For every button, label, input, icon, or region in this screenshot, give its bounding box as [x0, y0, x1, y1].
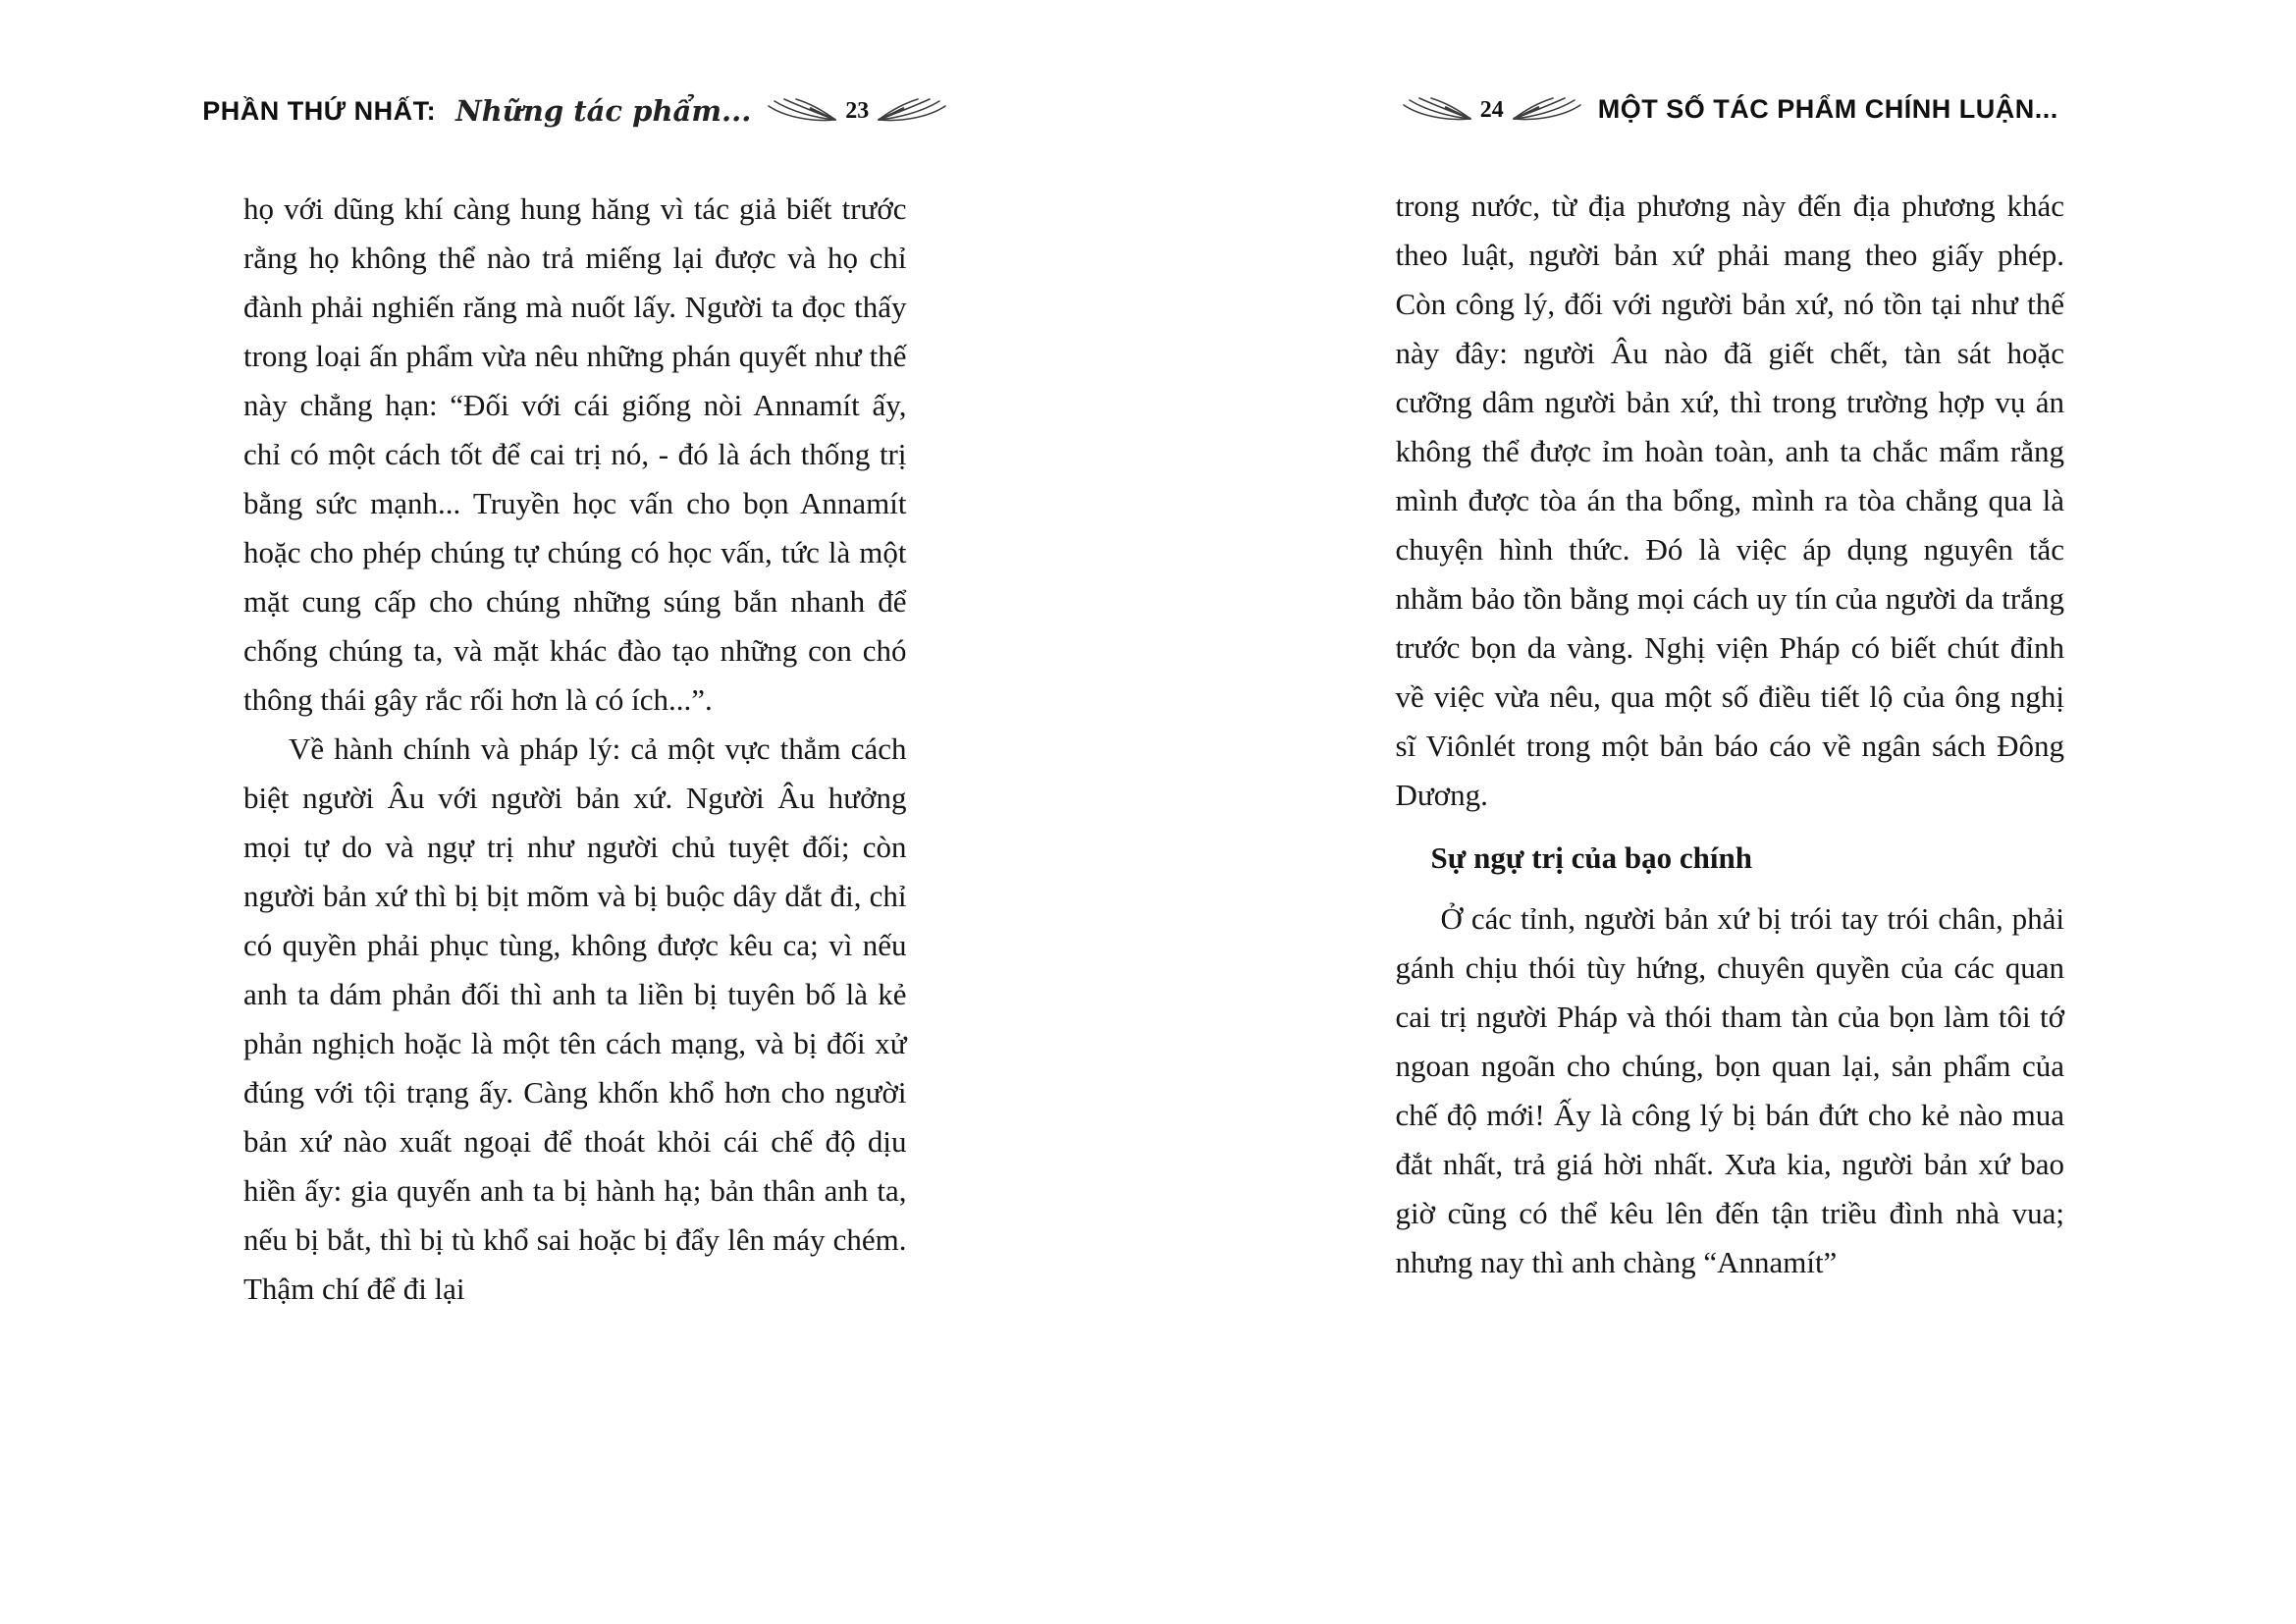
left-header-series-title: Những tác phẩm... — [455, 94, 752, 128]
section-heading: Sự ngự trị của bạo chính — [1430, 840, 1752, 875]
paragraph: trong nước, từ địa phương này đến địa phương khác theo luật, người bản xứ phải mang theo giấy phép. Còn công lý, đối với người bản xứ, nó tồn tại như thế này đây: người Âu nào đã giết chết, tàn sát hoặc cưỡng dâm người bản xứ, thì trong trường hợp vụ án không thể được ỉm hoàn toàn, anh ta chắc mẩm rằng mình được tòa án tha bổng, mình ra tòa chẳng qua là chuyện hình thức. Đó là việc áp dụng nguyên tắc nhằm bảo tồn bằng mọi cách uy tín của người da trắng trước bọn da vàng. Nghị viện Pháp có biết chút đỉnh về việc vừa nêu, qua một số điều tiết lộ của ông nghị sĩ Viônlét trong một bản báo cáo về ngân sách Đông Dương. — [1395, 189, 2064, 812]
left-page-body — [243, 185, 907, 1314]
ornament-wing-icon — [1512, 97, 1582, 123]
ornament-wing-icon — [1402, 97, 1472, 123]
right-page-body — [1396, 182, 2065, 1287]
right-page-ornament — [1402, 97, 1582, 123]
paragraph: họ với dũng khí càng hung hăng vì tác giả biết trước rằng họ không thể nào trả miếng lại được và họ chỉ đành phải nghiến răng mà nuốt lấy. Người ta đọc thấy trong loại ấn phẩm vừa nêu những phán quyết như thế này chẳng hạn: “Đối với cái giống nòi Annamít ấy, chỉ có một cách tốt để cai trị nó, - đó là ách thống trị bằng sức mạnh... Truyền học vấn cho bọn Annamít hoặc cho phép chúng tự chúng có học vấn, tức là một mặt cung cấp cho chúng những súng bắn nhanh để chống chúng ta, và mặt khác đào tạo những con chó thông thái gây rắc rối hơn là có ích...”. — [243, 191, 907, 717]
right-page-number: 24 — [1479, 96, 1504, 123]
paragraph: Ở các tỉnh, người bản xứ bị trói tay trói chân, phải gánh chịu thói tùy hứng, chuyên quyền của các quan cai trị người Pháp và thói tham tàn của bọn làm tôi tớ ngoan ngoãn cho chúng, bọn quan lại, sản phẩm của chế độ mới! Ấy là công lý bị bán đứt cho kẻ nào mua đắt nhất, trả giá hời nhất. Xưa kia, người bản xứ bao giờ cũng có thể kêu lên đến tận triều đình nhà vua; nhưng nay thì anh chàng “Annamít” — [1395, 901, 2064, 1279]
left-page-number: 23 — [845, 98, 870, 124]
ornament-wing-icon — [877, 98, 947, 124]
left-page-ornament — [767, 98, 947, 124]
page-right — [1148, 0, 2296, 1624]
left-page-header — [202, 94, 907, 128]
right-header-title: MỘT SỐ TÁC PHẨM CHÍNH LUẬN... — [1597, 94, 2058, 124]
right-page-header — [1396, 94, 2065, 125]
ornament-wing-icon — [767, 98, 837, 124]
paragraph: Về hành chính và pháp lý: cả một vực thẳm cách biệt người Âu với người bản xứ. Người Âu hưởng mọi tự do và ngự trị như người chủ tuyệt đối; còn người bản xứ thì bị bịt mõm và bị buộc dây dắt đi, chỉ có quyền phải phục tùng, không được kêu ca; vì nếu anh ta dám phản đối thì anh ta liền bị tuyên bố là kẻ phản nghịch hoặc là một tên cách mạng, và bị đối xử đúng với tội trạng ấy. Càng khốn khổ hơn cho người bản xứ nào xuất ngoại để thoát khỏi cái chế độ dịu hiền ấy: gia quyến anh ta bị hành hạ; bản thân anh ta, nếu bị bắt, thì bị tù khổ sai hoặc bị đẩy lên máy chém. Thậm chí để đi lại — [243, 731, 907, 1306]
left-header-part-label: PHẦN THỨ NHẤT: — [202, 95, 437, 126]
